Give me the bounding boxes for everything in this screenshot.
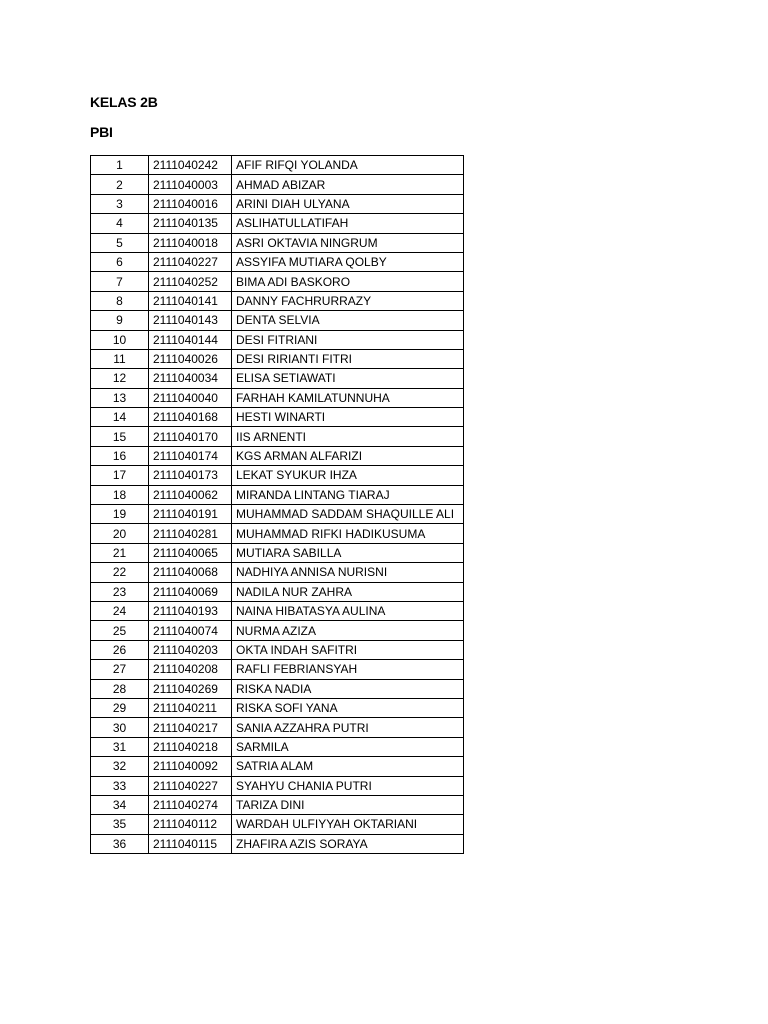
student-id-cell: 2111040112: [149, 815, 232, 834]
row-number-cell: 24: [91, 601, 149, 620]
row-number-cell: 25: [91, 621, 149, 640]
row-number-cell: 35: [91, 815, 149, 834]
row-number-cell: 36: [91, 834, 149, 853]
student-name-cell: ARINI DIAH ULYANA: [232, 194, 464, 213]
student-id-cell: 2111040173: [149, 466, 232, 485]
student-id-cell: 2111040217: [149, 718, 232, 737]
table-row: [91, 408, 464, 427]
student-name-cell: NADILA NUR ZAHRA: [232, 582, 464, 601]
student-id-cell: 2111040040: [149, 388, 232, 407]
student-id-cell: 2111040274: [149, 795, 232, 814]
row-number-cell: 5: [91, 233, 149, 252]
student-name-cell: OKTA INDAH SAFITRI: [232, 640, 464, 659]
student-name-cell: MIRANDA LINTANG TIARAJ: [232, 485, 464, 504]
student-name-cell: HESTI WINARTI: [232, 408, 464, 427]
table-row: [91, 582, 464, 601]
student-id-cell: 2111040034: [149, 369, 232, 388]
student-id-cell: 2111040135: [149, 214, 232, 233]
table-row: [91, 330, 464, 349]
student-id-cell: 2111040227: [149, 252, 232, 271]
student-id-cell: 2111040227: [149, 776, 232, 795]
student-name-cell: KGS ARMAN ALFARIZI: [232, 446, 464, 465]
row-number-cell: 21: [91, 543, 149, 562]
row-number-cell: 18: [91, 485, 149, 504]
student-roster-table: [90, 155, 464, 854]
table-row: [91, 524, 464, 543]
student-name-cell: ASLIHATULLATIFAH: [232, 214, 464, 233]
student-name-cell: IIS ARNENTI: [232, 427, 464, 446]
row-number-cell: 32: [91, 757, 149, 776]
table-row: [91, 640, 464, 659]
student-id-cell: 2111040211: [149, 698, 232, 717]
student-id-cell: 2111040281: [149, 524, 232, 543]
student-name-cell: NADHIYA ANNISA NURISNI: [232, 563, 464, 582]
row-number-cell: 30: [91, 718, 149, 737]
student-name-cell: SANIA AZZAHRA PUTRI: [232, 718, 464, 737]
student-name-cell: BIMA ADI BASKORO: [232, 272, 464, 291]
row-number-cell: 14: [91, 408, 149, 427]
row-number-cell: 16: [91, 446, 149, 465]
student-id-cell: 2111040203: [149, 640, 232, 659]
roster-body: [91, 156, 464, 854]
table-row: [91, 388, 464, 407]
row-number-cell: 3: [91, 194, 149, 213]
student-name-cell: ASRI OKTAVIA NINGRUM: [232, 233, 464, 252]
row-number-cell: 17: [91, 466, 149, 485]
table-row: [91, 621, 464, 640]
table-row: [91, 252, 464, 271]
table-row: [91, 718, 464, 737]
row-number-cell: 12: [91, 369, 149, 388]
table-row: [91, 311, 464, 330]
student-name-cell: AHMAD ABIZAR: [232, 175, 464, 194]
student-name-cell: DESI FITRIANI: [232, 330, 464, 349]
row-number-cell: 7: [91, 272, 149, 291]
row-number-cell: 20: [91, 524, 149, 543]
student-name-cell: AFIF RIFQI YOLANDA: [232, 156, 464, 175]
table-row: [91, 272, 464, 291]
student-name-cell: SATRIA ALAM: [232, 757, 464, 776]
table-row: [91, 485, 464, 504]
row-number-cell: 19: [91, 505, 149, 524]
table-row: [91, 660, 464, 679]
row-number-cell: 11: [91, 349, 149, 368]
student-id-cell: 2111040208: [149, 660, 232, 679]
table-row: [91, 349, 464, 368]
student-id-cell: 2111040252: [149, 272, 232, 291]
table-row: [91, 194, 464, 213]
student-name-cell: ELISA SETIAWATI: [232, 369, 464, 388]
student-name-cell: TARIZA DINI: [232, 795, 464, 814]
row-number-cell: 9: [91, 311, 149, 330]
row-number-cell: 31: [91, 737, 149, 756]
table-row: [91, 834, 464, 853]
table-row: [91, 543, 464, 562]
table-row: [91, 466, 464, 485]
student-id-cell: 2111040141: [149, 291, 232, 310]
table-row: [91, 737, 464, 756]
student-name-cell: FARHAH KAMILATUNNUHA: [232, 388, 464, 407]
student-name-cell: SYAHYU CHANIA PUTRI: [232, 776, 464, 795]
table-row: [91, 446, 464, 465]
student-id-cell: 2111040242: [149, 156, 232, 175]
table-row: [91, 601, 464, 620]
table-row: [91, 757, 464, 776]
table-row: [91, 427, 464, 446]
student-id-cell: 2111040068: [149, 563, 232, 582]
student-name-cell: DANNY FACHRURRAZY: [232, 291, 464, 310]
table-row: [91, 505, 464, 524]
student-id-cell: 2111040018: [149, 233, 232, 252]
student-id-cell: 2111040074: [149, 621, 232, 640]
student-id-cell: 2111040003: [149, 175, 232, 194]
table-row: [91, 233, 464, 252]
student-name-cell: ZHAFIRA AZIS SORAYA: [232, 834, 464, 853]
student-name-cell: ASSYIFA MUTIARA QOLBY: [232, 252, 464, 271]
student-id-cell: 2111040174: [149, 446, 232, 465]
row-number-cell: 1: [91, 156, 149, 175]
table-row: [91, 815, 464, 834]
student-name-cell: MUTIARA SABILLA: [232, 543, 464, 562]
student-name-cell: NURMA AZIZA: [232, 621, 464, 640]
row-number-cell: 10: [91, 330, 149, 349]
row-number-cell: 15: [91, 427, 149, 446]
student-id-cell: 2111040143: [149, 311, 232, 330]
student-id-cell: 2111040191: [149, 505, 232, 524]
student-name-cell: MUHAMMAD RIFKI HADIKUSUMA: [232, 524, 464, 543]
row-number-cell: 27: [91, 660, 149, 679]
row-number-cell: 28: [91, 679, 149, 698]
student-id-cell: 2111040269: [149, 679, 232, 698]
student-id-cell: 2111040062: [149, 485, 232, 504]
student-id-cell: 2111040069: [149, 582, 232, 601]
table-row: [91, 776, 464, 795]
student-name-cell: RISKA NADIA: [232, 679, 464, 698]
table-row: [91, 369, 464, 388]
row-number-cell: 13: [91, 388, 149, 407]
student-name-cell: SARMILA: [232, 737, 464, 756]
row-number-cell: 2: [91, 175, 149, 194]
student-name-cell: LEKAT SYUKUR IHZA: [232, 466, 464, 485]
student-id-cell: 2111040170: [149, 427, 232, 446]
student-name-cell: NAINA HIBATASYA AULINA: [232, 601, 464, 620]
table-row: [91, 563, 464, 582]
table-row: [91, 156, 464, 175]
student-id-cell: 2111040115: [149, 834, 232, 853]
student-id-cell: 2111040193: [149, 601, 232, 620]
student-id-cell: 2111040092: [149, 757, 232, 776]
table-row: [91, 291, 464, 310]
student-name-cell: MUHAMMAD SADDAM SHAQUILLE ALI: [232, 505, 464, 524]
row-number-cell: 4: [91, 214, 149, 233]
student-id-cell: 2111040065: [149, 543, 232, 562]
row-number-cell: 26: [91, 640, 149, 659]
student-name-cell: RISKA SOFI YANA: [232, 698, 464, 717]
student-id-cell: 2111040016: [149, 194, 232, 213]
row-number-cell: 34: [91, 795, 149, 814]
student-name-cell: RAFLI FEBRIANSYAH: [232, 660, 464, 679]
student-id-cell: 2111040168: [149, 408, 232, 427]
table-row: [91, 795, 464, 814]
table-row: [91, 175, 464, 194]
student-name-cell: DESI RIRIANTI FITRI: [232, 349, 464, 368]
student-id-cell: 2111040218: [149, 737, 232, 756]
table-row: [91, 698, 464, 717]
student-name-cell: DENTA SELVIA: [232, 311, 464, 330]
row-number-cell: 6: [91, 252, 149, 271]
row-number-cell: 23: [91, 582, 149, 601]
program-subtitle: PBI: [90, 124, 113, 140]
row-number-cell: 22: [91, 563, 149, 582]
row-number-cell: 8: [91, 291, 149, 310]
table-row: [91, 214, 464, 233]
row-number-cell: 33: [91, 776, 149, 795]
row-number-cell: 29: [91, 698, 149, 717]
class-title: KELAS 2B: [90, 94, 158, 110]
student-id-cell: 2111040144: [149, 330, 232, 349]
table-row: [91, 679, 464, 698]
student-id-cell: 2111040026: [149, 349, 232, 368]
student-name-cell: WARDAH ULFIYYAH OKTARIANI: [232, 815, 464, 834]
